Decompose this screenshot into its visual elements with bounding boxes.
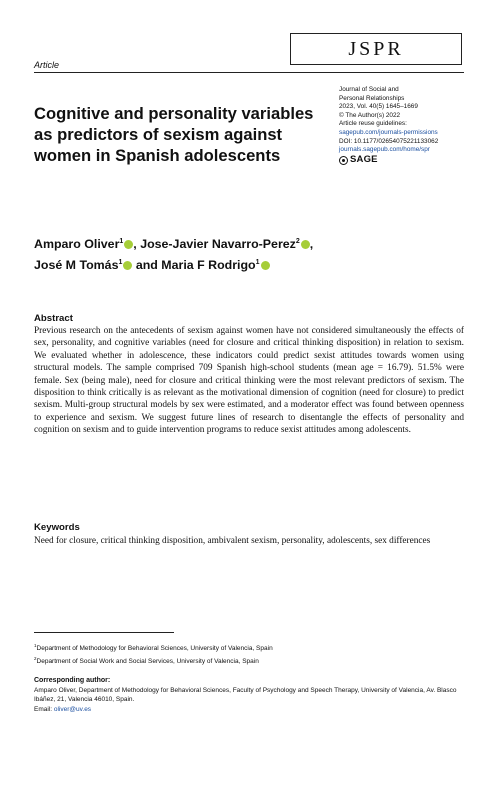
corresponding-email-line bbox=[34, 705, 464, 714]
orcid-icon[interactable] bbox=[301, 240, 310, 249]
affiliation-text: Department of Methodology for Behavioral Sciences, University of Valencia, Spain bbox=[36, 645, 273, 653]
author-affil-marker: 2 bbox=[295, 238, 300, 245]
corresponding-author-heading: Corresponding author: bbox=[34, 677, 111, 684]
copyright: © The Author(s) 2022 bbox=[339, 111, 401, 119]
journal-name-line2: Personal Relationships bbox=[339, 94, 405, 102]
article-title: Cognitive and personality variables as predictors of sexism against women in Spanish adolescents bbox=[34, 104, 314, 166]
sage-logo-icon bbox=[339, 156, 348, 165]
publisher-logo bbox=[339, 153, 479, 165]
reuse-link[interactable]: sagepub.com/journals-permissions bbox=[339, 128, 438, 136]
affiliation-number: 1 bbox=[34, 643, 37, 648]
author-separator: , bbox=[133, 237, 141, 252]
author-list bbox=[34, 233, 474, 274]
author-separator: and bbox=[132, 257, 162, 272]
author-name: Amparo Oliver bbox=[34, 237, 120, 252]
journal-meta bbox=[339, 86, 479, 165]
header-divider bbox=[34, 72, 464, 73]
corresponding-author-text: Amparo Oliver, Department of Methodology for Behavioral Sciences, Faculty of Psychology and Speech Therapy, University of Valencia, Av. Blasco Ibáñez, 21, Valencia 46010, Spain. bbox=[34, 687, 457, 704]
footnote-divider bbox=[34, 632, 174, 633]
author-affil-marker: 1 bbox=[119, 238, 124, 245]
journal-logo: JSPR bbox=[290, 33, 462, 65]
author-affil-marker: 1 bbox=[118, 258, 123, 266]
orcid-icon[interactable] bbox=[124, 240, 133, 249]
doi: DOI: 10.1177/02654075221133062 bbox=[339, 137, 439, 145]
author-name: Maria F Rodrigo bbox=[161, 257, 256, 272]
abstract-heading: Abstract bbox=[34, 313, 73, 324]
author-name: Jose-Javier Navarro-Perez bbox=[140, 237, 296, 252]
affiliations bbox=[34, 641, 464, 666]
keywords-heading: Keywords bbox=[34, 522, 80, 533]
journal-home-link[interactable]: journals.sagepub.com/home/spr bbox=[339, 146, 430, 154]
email-link[interactable]: oliver@uv.es bbox=[53, 705, 92, 713]
abstract-text: Previous research on the antecedents of sexism against women have not considered simultaneously the effects of sex, personality, and cognitive variables (need for closure and critical thinking disposition) in relation to sexism. We evaluated whether in adolescence, these indicators could predict sexist attitudes towards women using structural models. The sample comprised 709 Spanish high-school students (mean age = 16.79). 51.5% were female. Sex (being male), need for closure and critical thinking were the most relevant predictors of sexism. The disposition to think critically is as relevant as the motivational dimension of cognition (need for closure) to predict sexism. Multi-group structural models by sex were estimated, and a moderator effect was found between openness to experience and sexism. We suggest future lines of research to disentangle the effects of personality and cognition on sexism and to guide intervention programs to reduce sexist attitudes among adolescents. bbox=[34, 326, 464, 436]
publisher-name: SAGE bbox=[350, 153, 378, 165]
journal-name-line1: Journal of Social and bbox=[339, 86, 399, 93]
keywords-text: Need for closure, critical thinking disposition, ambivalent sexism, personality, adolescents, sex differences bbox=[34, 536, 431, 546]
affiliation-item bbox=[34, 641, 464, 654]
orcid-icon[interactable] bbox=[261, 261, 270, 270]
author-affil-marker: 1 bbox=[255, 258, 260, 266]
affiliation-text: Department of Social Work and Social Services, University of Valencia, Spain bbox=[36, 657, 259, 665]
journal-volume: 2023, Vol. 40(5) 1645–1669 bbox=[339, 103, 418, 111]
corresponding-author-details bbox=[34, 686, 464, 714]
article-type-label: Article bbox=[34, 60, 60, 70]
author-separator: , bbox=[309, 237, 314, 252]
affiliation-number: 2 bbox=[34, 655, 37, 661]
email-label: Email: bbox=[34, 705, 54, 713]
author-name: José M Tomás bbox=[34, 257, 119, 272]
reuse-label: Article reuse guidelines: bbox=[339, 120, 407, 128]
affiliation-item bbox=[34, 654, 464, 667]
